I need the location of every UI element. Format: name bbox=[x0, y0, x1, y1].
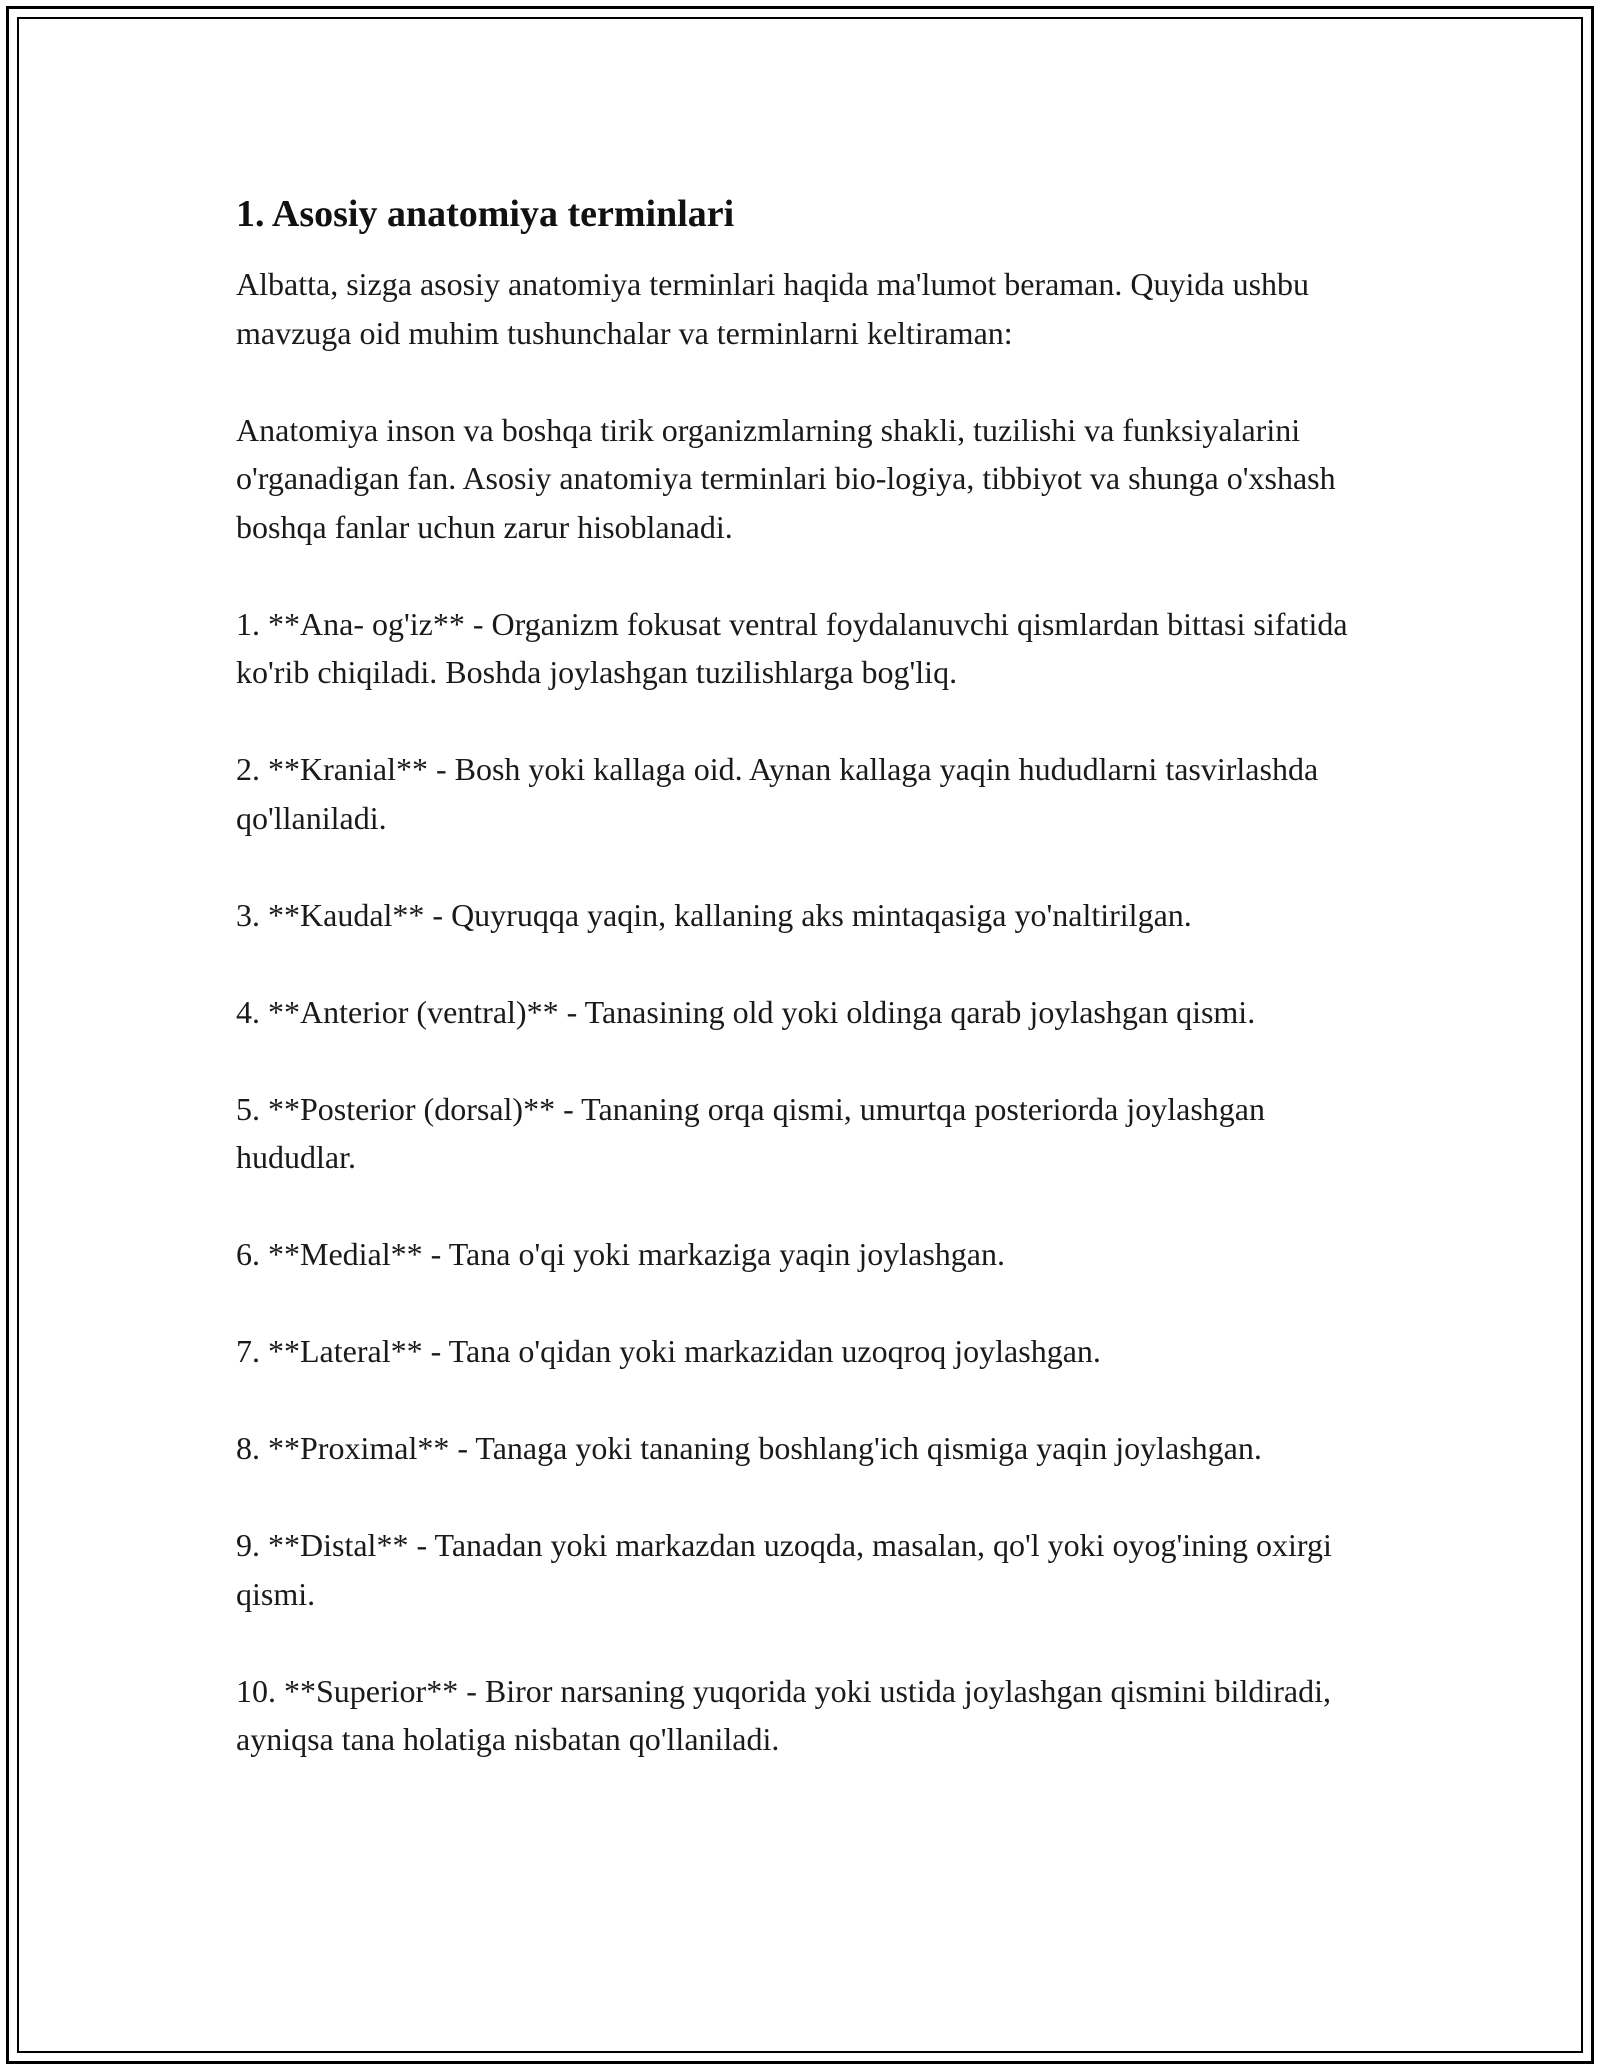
term-item-7: 7. **Lateral** - Tana o'qidan yoki markazidan uzoqroq joylashgan. bbox=[236, 1333, 1101, 1369]
term-item-3: 3. **Kaudal** - Quyruqqa yaqin, kallaning aks mintaqasiga yo'naltirilgan. bbox=[236, 896, 1192, 933]
term-item-1: 1. **Ana- og'iz** - Organizm fokusat ventral foydalanuvchi qismlardan bittasi sifatida ko'rib chiqiladi. Boshda joylashgan tuzilishlarga bog'liq. bbox=[236, 605, 1348, 690]
term-item-9: 9. **Distal** - Tanadan yoki markazdan uzoqda, masalan, qo'l yoki oyog'ining oxirgi qismi. bbox=[236, 1527, 1332, 1612]
document-heading: 1. Asosiy anatomiya terminlari bbox=[236, 193, 735, 235]
term-item-8: 8. **Proximal** - Tanaga yoki tananing boshlang'ich qismiga yaqin joylashgan. bbox=[236, 1430, 1262, 1466]
term-item-6: 6. **Medial** - Tana o'qi yoki markaziga yaqin joylashgan. bbox=[236, 1236, 1005, 1272]
intro-paragraph: Albatta, sizga asosiy anatomiya terminlari haqida ma'lumot beraman. Quyida ushbu mavzuga oid muhim tushunchalar va terminlarni keltiraman: bbox=[236, 266, 1310, 351]
term-item-5: 5. **Posterior (dorsal)** - Tananing orqa qismi, umurtqa posteriorda joylashgan hududlar. bbox=[236, 1090, 1265, 1175]
document-body bbox=[236, 188, 1366, 1812]
term-item-4: 4. **Anterior (ventral)** - Tanasining old yoki oldinga qarab joylashgan qismi. bbox=[236, 993, 1256, 1030]
term-item-2: 2. **Kranial** - Bosh yoki kallaga oid. Aynan kallaga yaqin hududlarni tasvirlashda qo'llaniladi. bbox=[236, 751, 1319, 836]
term-item-10: 10. **Superior** - Biror narsaning yuqorida yoki ustida joylashgan qismini bildiradi, ayniqsa tana holatiga nisbatan qo'llaniladi. bbox=[236, 1672, 1331, 1757]
definition-paragraph: Anatomiya inson va boshqa tirik organizmlarning shakli, tuzilishi va funksiyalarini o'rganadigan fan. Asosiy anatomiya terminlari bio-logiya, tibbiyot va shunga o'xshash boshqa fanlar uchun zarur hisoblanadi. bbox=[236, 411, 1336, 545]
